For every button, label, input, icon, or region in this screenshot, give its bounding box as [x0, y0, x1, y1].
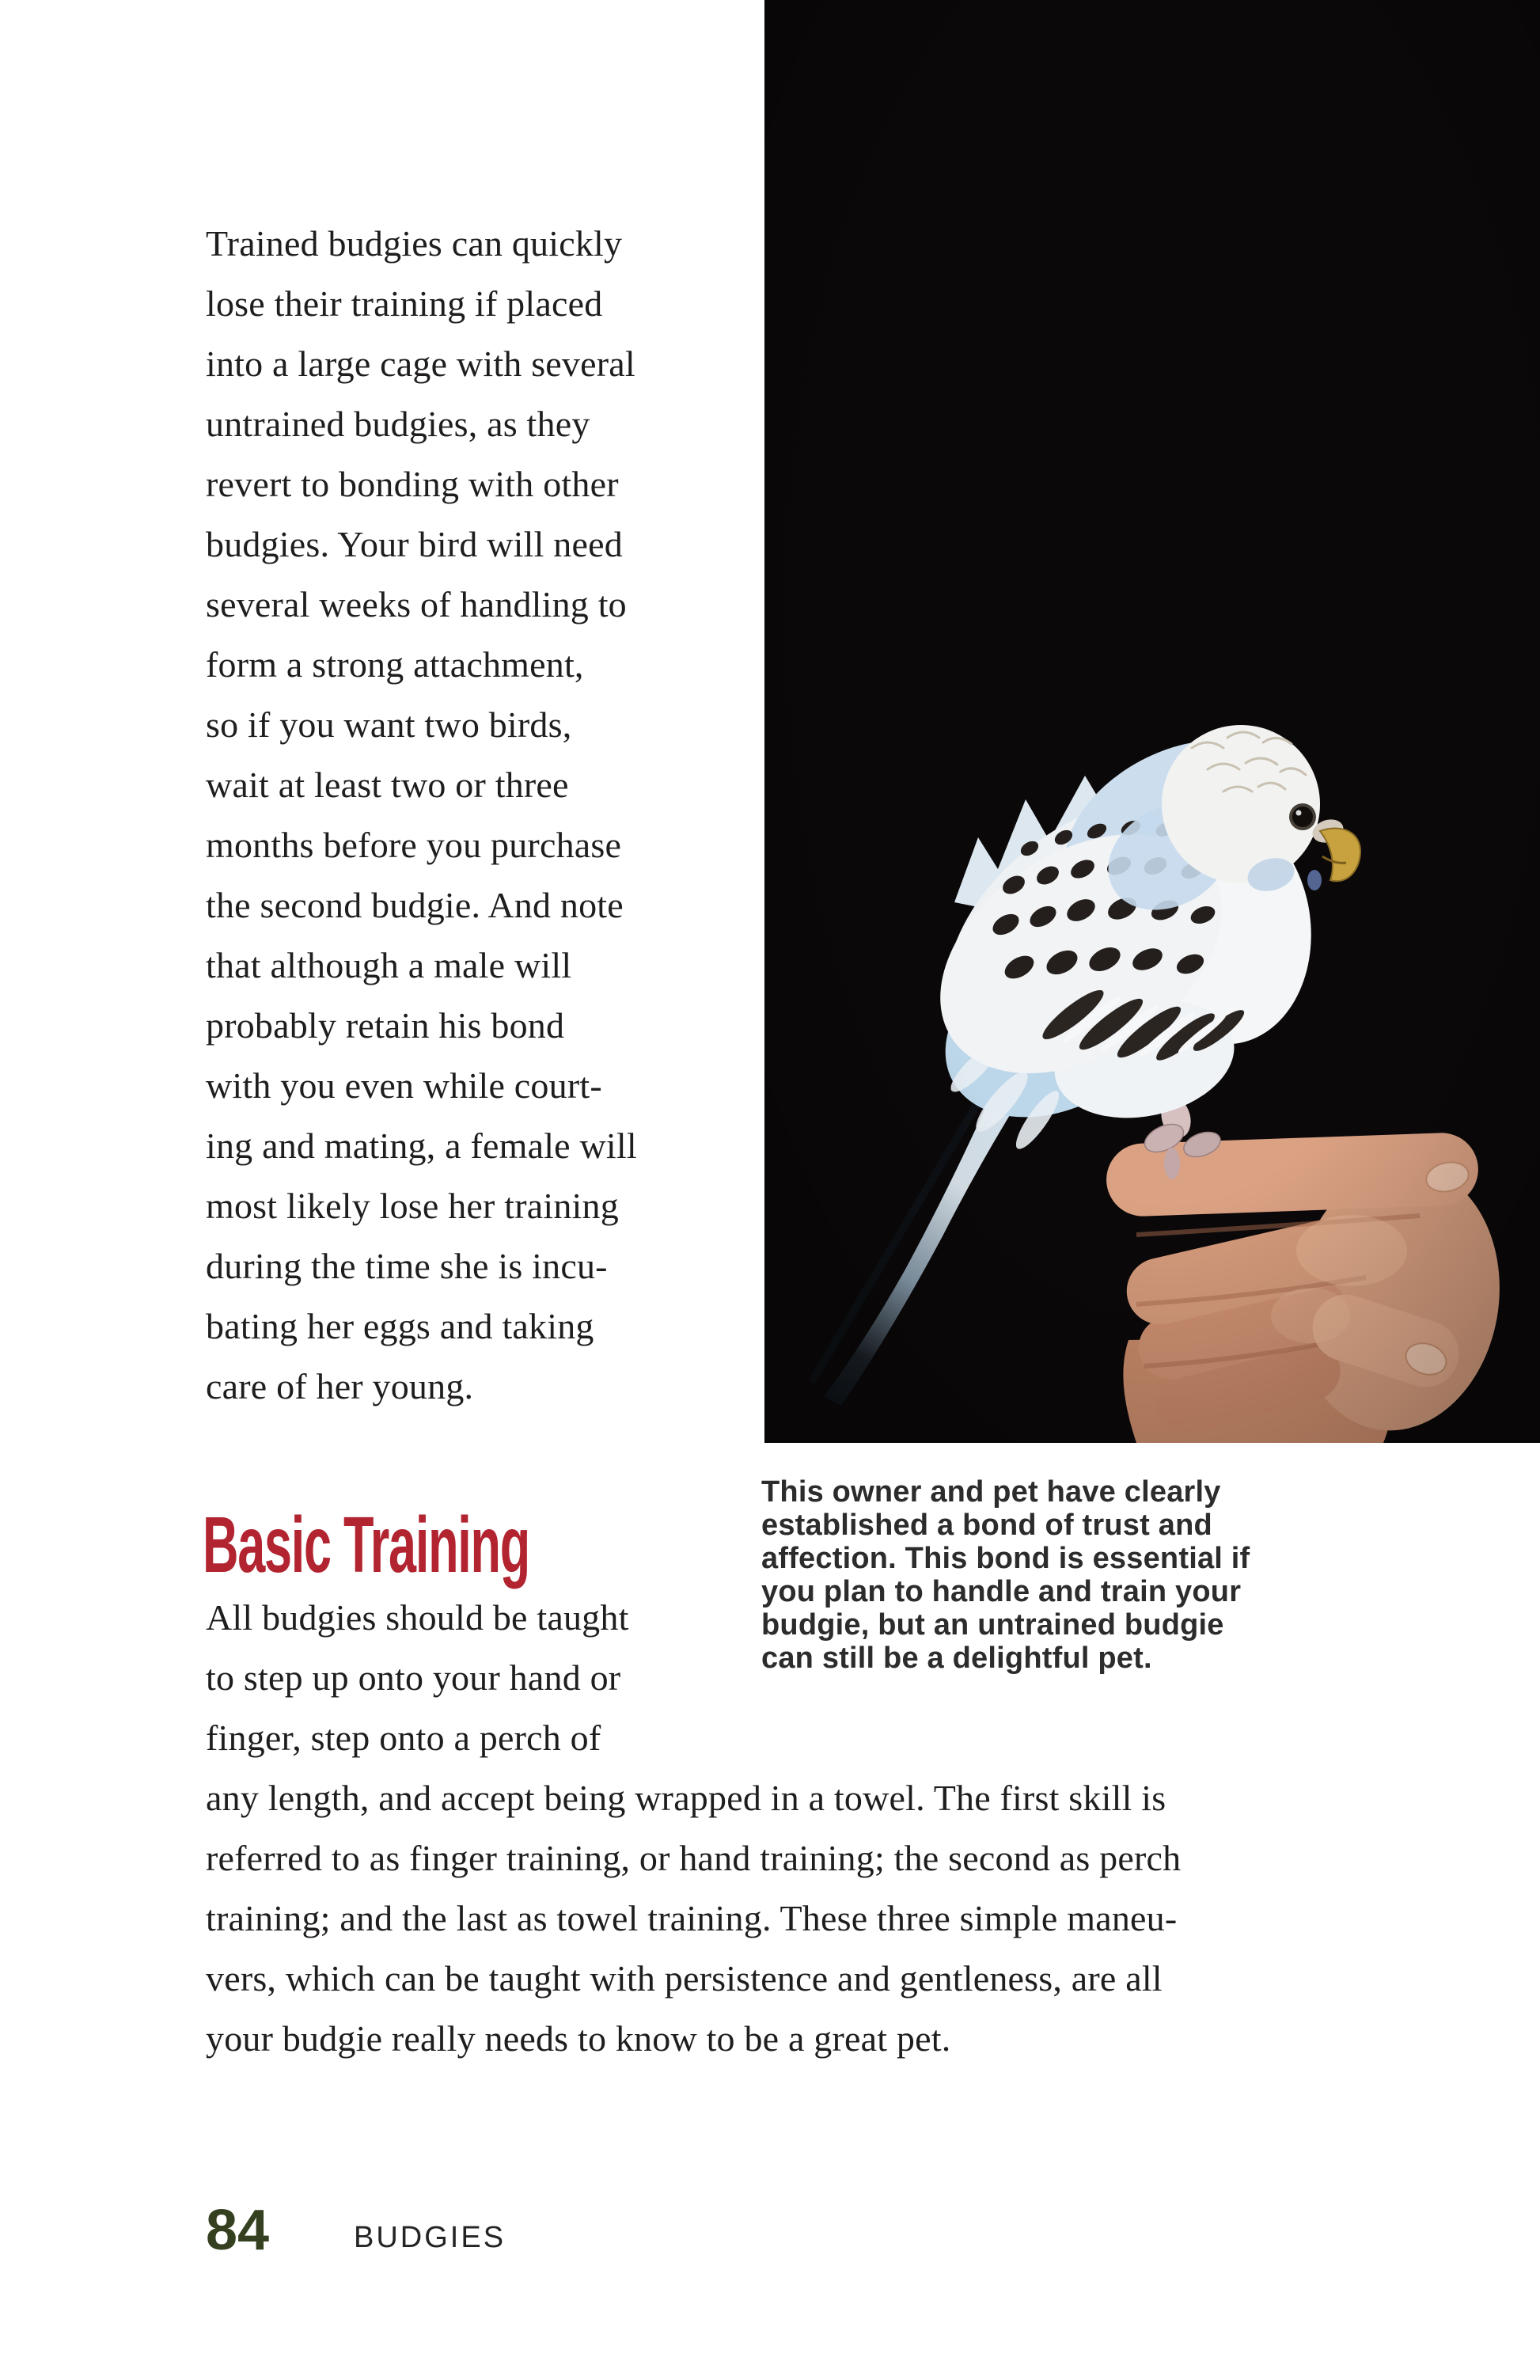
- text-line: most likely lose her training: [206, 1186, 619, 1226]
- text-line: budgie, but an untrained budgie: [761, 1608, 1224, 1642]
- text-line: your budgie really needs to know to be a great pet.: [206, 2018, 951, 2059]
- text-line: any length, and accept being wrapped in a towel. The first skill is: [206, 1778, 1166, 1818]
- text-line: months before you purchase: [206, 825, 622, 865]
- text-line: ing and mating, a female will: [206, 1125, 637, 1166]
- running-footer-title: BUDGIES: [354, 2221, 506, 2254]
- text-line: bating her eggs and taking: [206, 1306, 594, 1346]
- section-heading: Basic Training: [203, 1501, 529, 1589]
- page-number: 84: [206, 2199, 270, 2262]
- text-line: probably retain his bond: [206, 1005, 565, 1046]
- text-line: to step up onto your hand or: [206, 1657, 621, 1698]
- text-line: can still be a delightful pet.: [761, 1642, 1152, 1675]
- text-line: affection. This bond is essential if: [761, 1542, 1250, 1575]
- text-line: budgies. Your bird will need: [206, 524, 623, 564]
- intro-paragraph: [206, 214, 637, 1417]
- text-line: during the time she is incu-: [206, 1246, 608, 1286]
- text-line: training; and the last as towel training. These three simple maneu-: [206, 1898, 1178, 1938]
- text-line: finger, step onto a perch of: [206, 1718, 601, 1758]
- text-line: form a strong attachment,: [206, 644, 584, 685]
- text-line: so if you want two birds,: [206, 704, 572, 745]
- text-line: revert to bonding with other: [206, 464, 619, 504]
- text-line: care of her young.: [206, 1366, 474, 1406]
- text-line: This owner and pet have clearly: [761, 1475, 1221, 1509]
- text-line: the second budgie. And note: [206, 885, 624, 925]
- section-body-paragraph: [206, 1588, 1181, 2069]
- text-line: vers, which can be taught with persistence and gentleness, are all: [206, 1958, 1163, 1999]
- text-line: lose their training if placed: [206, 283, 603, 324]
- text-line: All budgies should be taught: [206, 1597, 629, 1638]
- text-line: Trained budgies can quickly: [206, 223, 623, 264]
- text-line: referred to as finger training, or hand training; the second as perch: [206, 1838, 1182, 1878]
- text-line: untrained budgies, as they: [206, 404, 590, 444]
- text-line: into a large cage with several: [206, 344, 635, 384]
- text-line: that although a male will: [206, 945, 572, 985]
- text-line: several weeks of handling to: [206, 584, 627, 624]
- text-line: you plan to handle and train your: [761, 1575, 1242, 1608]
- text-line: established a bond of trust and: [761, 1509, 1212, 1542]
- text-line: with you even while court-: [206, 1065, 602, 1106]
- budgie-photo: [764, 0, 1540, 1443]
- budgie-on-finger-illustration: [764, 0, 1540, 1443]
- text-line: wait at least two or three: [206, 765, 569, 805]
